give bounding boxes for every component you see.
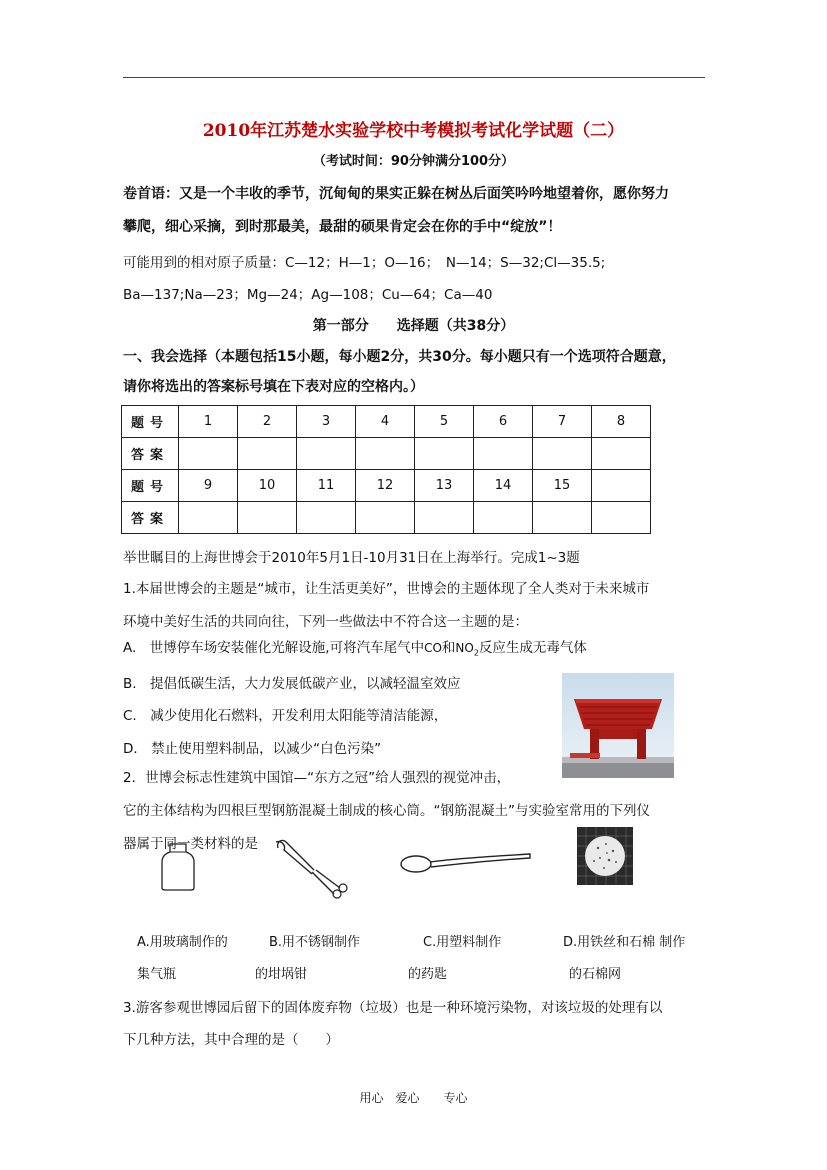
answer-cell[interactable] (179, 438, 238, 470)
no2-subscript: 2 (473, 648, 479, 658)
section-intro: 举世瞩目的上海世博会于2010年5月1日-10月31日在上海举行。完成1~3题 (123, 550, 580, 566)
q1-option-b: B. 提倡低碳生活，大力发展低碳产业，以减轻温室效应 (123, 676, 461, 692)
page-title: 2010年江苏楚水实验学校中考模拟考试化学试题（二） (202, 121, 625, 141)
atomic-mass-line-1: 可能用到的相对原子质量：C—12；H—1；O—16； N—14；S—32;Cl—35.5; (123, 255, 606, 271)
preface-line-2: 攀爬，细心采摘，到时那最美，最甜的硕果肯定会在你的手中“绽放”！ (123, 219, 562, 235)
q1-option-d: D. 禁止使用塑料制品，以减少“白色污染” (123, 741, 382, 757)
question-number-cell: 1 (179, 406, 238, 438)
answer-cell[interactable] (533, 438, 592, 470)
preface-line-1: 卷首语：又是一个丰收的季节，沉甸甸的果实正躲在树丛后面笑吟吟地望着你，愿你努力 (123, 186, 669, 202)
q1-line-1: 1.本届世博会的主题是“城市，让生活更美好”，世博会的主题体现了全人类对于未来城市 (123, 581, 650, 597)
q2-option-b-line-1: B.用不锈钢制作 (269, 935, 361, 950)
answer-cell[interactable] (238, 502, 297, 534)
page-footer: 用心 爱心 专心 (359, 1091, 468, 1105)
china-pavilion-image (562, 673, 674, 778)
q2-option-d-line-2: 的石棉网 (569, 967, 622, 982)
answer-cell[interactable] (356, 438, 415, 470)
question-number-cell: 11 (297, 470, 356, 502)
no2-formula: NO (455, 641, 474, 655)
exam-subtitle: （考试时间：90分钟满分100分） (312, 154, 515, 169)
question-number-label: 题号 (122, 406, 179, 438)
answer-cell[interactable] (297, 502, 356, 534)
top-rule (123, 77, 705, 78)
question-number-cell: 10 (238, 470, 297, 502)
q2-line-2: 它的主体结构为四根巨型钢筋混凝土制成的核心筒。“钢筋混凝土”与实验室常用的下列仪 (123, 803, 650, 819)
answer-label: 答案 (122, 502, 179, 534)
answer-cell[interactable] (415, 502, 474, 534)
q2-option-a-line-1: A.用玻璃制作的 (137, 935, 228, 950)
co-formula: CO (424, 641, 442, 655)
answer-cell[interactable] (592, 438, 651, 470)
question-number-cell: 14 (474, 470, 533, 502)
part-one-instruction-1: 一、我会选择（本题包括15小题，每小题2分，共30分。每小题只有一个选项符合题意， (123, 349, 676, 365)
answer-label: 答案 (122, 438, 179, 470)
q1-line-2: 环境中美好生活的共同向往，下列一些做法中不符合这一主题的是： (123, 614, 528, 630)
question-number-cell: 6 (474, 406, 533, 438)
question-number-cell: 15 (533, 470, 592, 502)
part-one-heading: 第一部分 选择题（共38分） (312, 318, 515, 334)
question-number-cell: 12 (356, 470, 415, 502)
answer-cell[interactable] (356, 502, 415, 534)
answer-cell[interactable] (179, 502, 238, 534)
q2-line-3: 器属于同一类材料的是 (123, 836, 258, 852)
question-number-label: 题号 (122, 470, 179, 502)
answer-cell[interactable] (474, 438, 533, 470)
q2-option-c-line-1: C.用塑料制作 (423, 935, 502, 950)
table-row (122, 470, 651, 502)
question-number-cell (592, 470, 651, 502)
question-number-cell: 5 (415, 406, 474, 438)
gas-bottle-icon (160, 842, 196, 892)
question-number-cell: 9 (179, 470, 238, 502)
q1-option-a (123, 636, 587, 658)
table-row (122, 438, 651, 470)
q3-line-2: 下几种方法，其中合理的是（ ） (123, 1032, 339, 1048)
question-number-cell: 4 (356, 406, 415, 438)
q2-option-b-line-2: 的坩埚钳 (255, 967, 308, 982)
q3-line-1: 3.游客参观世博园后留下的固体废弃物（垃圾）也是一种环境污染物，对该垃圾的处理有以 (123, 1000, 663, 1016)
q2-line-1: 2．世博会标志性建筑中国馆—“东方之冠”给人强烈的视觉冲击， (123, 770, 511, 786)
q1-option-a-text: A. 世博停车场安装催化光解设施,可将汽车尾气中 (123, 640, 425, 656)
table-row (122, 406, 651, 438)
atomic-mass-line-2: Ba—137;Na—23；Mg—24；Ag—108；Cu—64；Ca—40 (123, 287, 493, 303)
question-number-cell: 8 (592, 406, 651, 438)
medicine-spoon-icon (398, 850, 534, 876)
answer-cell[interactable] (474, 502, 533, 534)
q1-option-a-tail: 反应生成无毒气体 (478, 640, 587, 656)
q2-option-d-line-1: D.用铁丝和石棉 制作 (563, 935, 686, 950)
question-number-cell: 3 (297, 406, 356, 438)
table-row (122, 502, 651, 534)
answer-cell[interactable] (592, 502, 651, 534)
asbestos-gauze-icon (576, 826, 634, 886)
answer-cell[interactable] (238, 438, 297, 470)
answer-table (121, 405, 651, 534)
answer-cell[interactable] (415, 438, 474, 470)
question-number-cell: 2 (238, 406, 297, 438)
q2-option-c-line-2: 的药匙 (408, 967, 448, 982)
q2-option-a-line-2: 集气瓶 (137, 967, 177, 982)
part-one-instruction-2: 请你将选出的答案标号填在下表对应的空格内。） (123, 379, 424, 395)
question-number-cell: 7 (533, 406, 592, 438)
q1-option-c: C. 减少使用化石燃料，开发利用太阳能等清洁能源， (123, 708, 448, 724)
q1-option-a-and: 和 (441, 640, 456, 656)
answer-cell[interactable] (533, 502, 592, 534)
question-number-cell: 13 (415, 470, 474, 502)
crucible-tongs-icon (272, 838, 352, 900)
answer-cell[interactable] (297, 438, 356, 470)
